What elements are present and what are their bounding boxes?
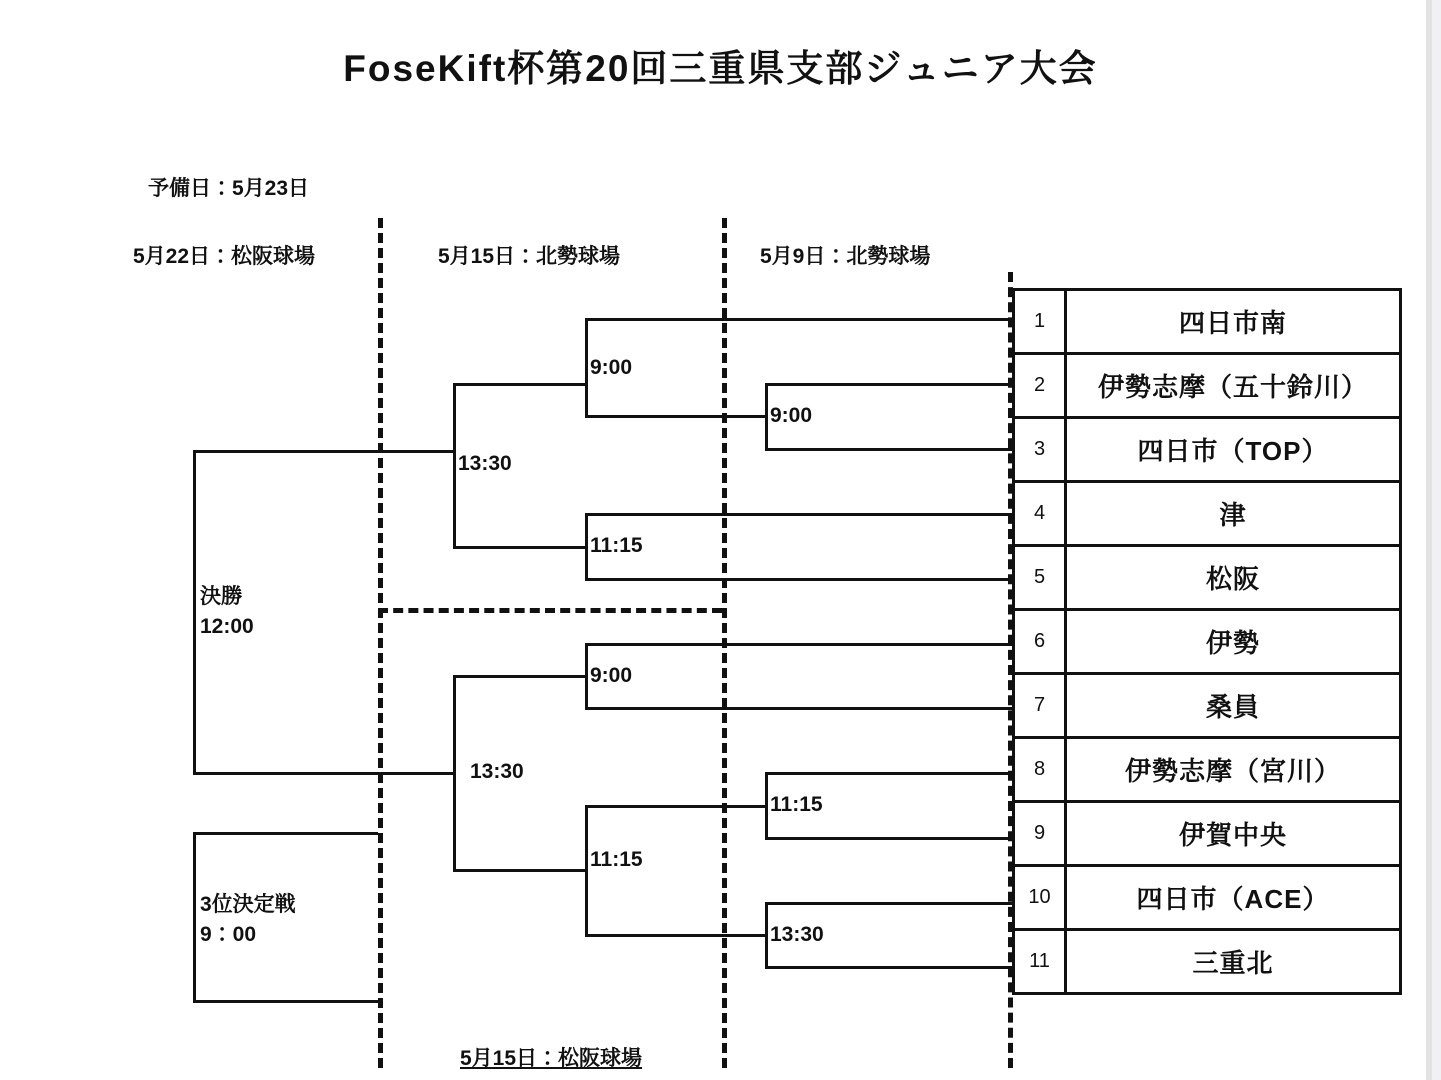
- sf1-winner-line: [193, 450, 453, 453]
- seed-number: 8: [1014, 738, 1066, 802]
- r2-match4-bracket: [585, 805, 588, 934]
- team-name: 松阪: [1066, 546, 1401, 610]
- r2-match2-bottom-feed: [585, 578, 1012, 581]
- r1-matchA-top-feed: [765, 383, 1012, 386]
- divider-dashed-horizontal: [378, 608, 722, 613]
- r1-matchB-bracket: [765, 772, 768, 837]
- divider-dashed-left: [378, 218, 383, 1068]
- r2-match2-bracket: [585, 513, 588, 578]
- team-name: 四日市（ACE）: [1066, 866, 1401, 930]
- team-seed-table-body: [1014, 290, 1401, 994]
- third-place-label-block: [200, 890, 296, 951]
- r2-match3-time: 9:00: [590, 664, 633, 687]
- r1-matchB-top-feed: [765, 772, 1012, 775]
- seed-number: 7: [1014, 674, 1066, 738]
- table-row: [1014, 610, 1401, 674]
- team-name: 三重北: [1066, 930, 1401, 994]
- r1-matchA-time: 9:00: [770, 404, 813, 427]
- final-time: 12:00: [200, 615, 254, 639]
- r2-match3-bracket: [585, 643, 588, 707]
- table-row: [1014, 482, 1401, 546]
- sf2-time: 13:30: [470, 760, 524, 783]
- r1-matchC-bottom-feed: [765, 966, 1012, 969]
- final-bracket: [193, 450, 196, 772]
- table-row: [1014, 674, 1401, 738]
- table-row: [1014, 930, 1401, 994]
- seed-number: 5: [1014, 546, 1066, 610]
- seed-number: 4: [1014, 482, 1066, 546]
- third-place-bottom-feed: [193, 1000, 378, 1003]
- sf1-bracket: [453, 383, 456, 546]
- r2-match1-time: 9:00: [590, 356, 633, 379]
- team-name: 四日市南: [1066, 290, 1401, 354]
- team-name: 津: [1066, 482, 1401, 546]
- sf2-bottom-feed: [453, 869, 585, 872]
- seed-number: 11: [1014, 930, 1066, 994]
- table-row: [1014, 738, 1401, 802]
- third-place-bracket: [193, 832, 196, 1000]
- third-place-top-feed: [193, 832, 378, 835]
- seed-number: 3: [1014, 418, 1066, 482]
- page-margin-strip-2: [1432, 0, 1441, 1080]
- venue-label-0515-matsusaka: 5月15日：松阪球場: [460, 1047, 643, 1070]
- seed-number: 1: [1014, 290, 1066, 354]
- r2-match4-top-feed: [585, 805, 765, 808]
- table-row: [1014, 866, 1401, 930]
- r1-matchB-bottom-feed: [765, 837, 1012, 840]
- team-seed-table: [1012, 288, 1402, 995]
- r2-match1-bracket: [585, 318, 588, 415]
- team-name: 伊勢: [1066, 610, 1401, 674]
- sf1-top-feed: [453, 383, 585, 386]
- venue-label-0515-hokusei: 5月15日：北勢球場: [438, 245, 621, 268]
- r1-matchC-top-feed: [765, 902, 1012, 905]
- page-title: FoseKift杯第20回三重県支部ジュニア大会: [343, 48, 1098, 89]
- team-name: 伊勢志摩（宮川）: [1066, 738, 1401, 802]
- team-name: 伊賀中央: [1066, 802, 1401, 866]
- seed-number: 9: [1014, 802, 1066, 866]
- sf2-winner-line: [193, 772, 453, 775]
- r1-matchB-time: 11:15: [770, 793, 823, 816]
- table-row: [1014, 418, 1401, 482]
- seed-number: 2: [1014, 354, 1066, 418]
- table-row: [1014, 290, 1401, 354]
- sf2-bracket: [453, 675, 456, 869]
- venue-label-0509-hokusei: 5月9日：北勢球場: [760, 245, 931, 268]
- final-label: 決勝: [200, 585, 242, 608]
- team-name: 桑員: [1066, 674, 1401, 738]
- sf2-top-feed: [453, 675, 585, 678]
- r1-matchA-bracket: [765, 383, 768, 448]
- r2-match4-time: 11:15: [590, 848, 643, 871]
- table-row: [1014, 546, 1401, 610]
- r2-match4-bottom-feed: [585, 934, 765, 937]
- r1-matchC-time: 13:30: [770, 923, 824, 946]
- seed-number: 10: [1014, 866, 1066, 930]
- r1-matchC-bracket: [765, 902, 768, 966]
- r2-match1-top-feed: [585, 318, 1012, 321]
- sf1-time: 13:30: [458, 452, 512, 475]
- r2-match3-bottom-feed: [585, 707, 1012, 710]
- r2-match2-top-feed: [585, 513, 1012, 516]
- r2-match2-time: 11:15: [590, 534, 643, 557]
- team-name: 四日市（TOP）: [1066, 418, 1401, 482]
- table-row: [1014, 354, 1401, 418]
- third-place-label: 3位決定戦: [200, 893, 296, 916]
- reserve-day-label: 予備日：5月23日: [148, 177, 310, 200]
- r2-match1-bottom-feed: [585, 415, 765, 418]
- r2-match3-top-feed: [585, 643, 1012, 646]
- third-place-time: 9：00: [200, 923, 257, 947]
- team-name: 伊勢志摩（五十鈴川）: [1066, 354, 1401, 418]
- sf1-bottom-feed: [453, 546, 585, 549]
- table-row: [1014, 802, 1401, 866]
- r1-matchA-bottom-feed: [765, 448, 1012, 451]
- venue-label-0522: 5月22日：松阪球場: [133, 245, 316, 268]
- final-label-block: [200, 582, 254, 643]
- seed-number: 6: [1014, 610, 1066, 674]
